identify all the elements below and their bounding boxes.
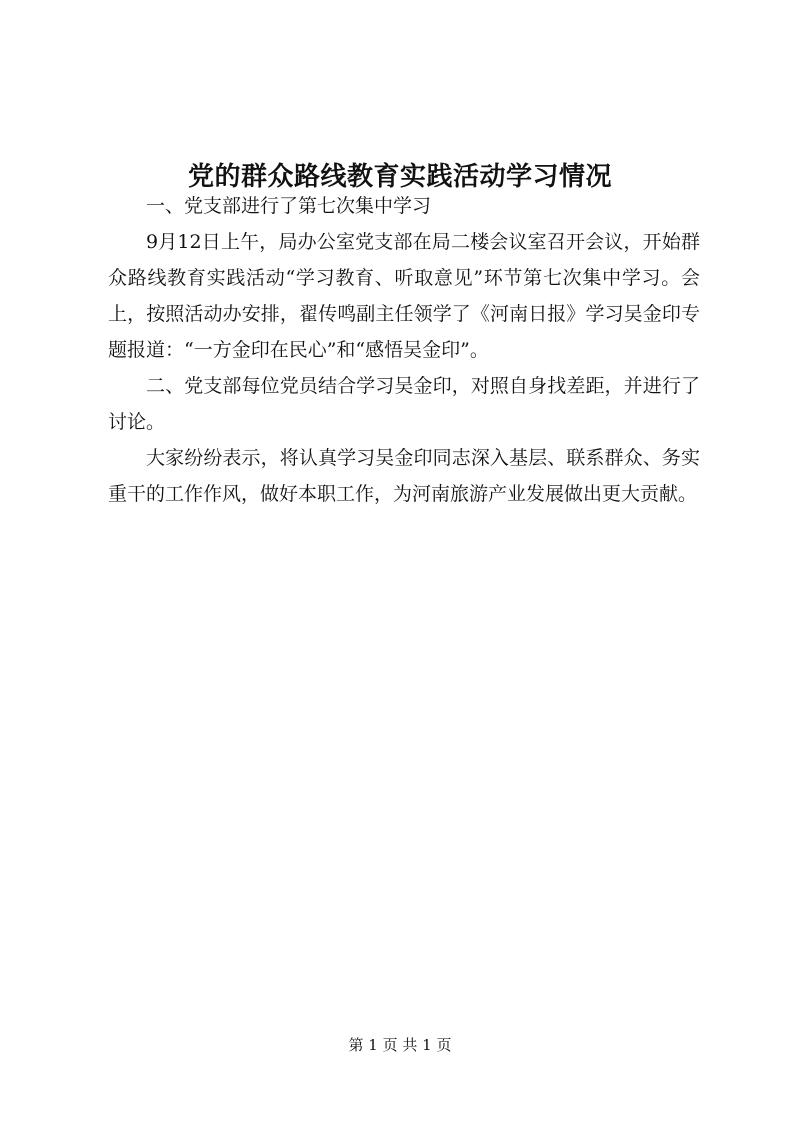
page-number-footer: 第 1 页 共 1 页 (348, 1036, 452, 1054)
paragraph-2: 9月12日上午，局办公室党支部在局二楼会议室召开会议，开始群众路线教育实践活动“学习教育、听取意见”环节第七次集中学习。会上，按照活动办安排，翟传鸣副主任领学了《河南日报》学习吴金印专题报道：“一方金印在民心”和“感悟吴金印”。 (108, 231, 700, 361)
paragraph-1: 一、党支部进行了第七次集中学习 (146, 195, 432, 217)
paragraph-4: 大家纷纷表示，将认真学习吴金印同志深入基层、联系群众、务实重干的工作作风，做好本职工作，为河南旅游产业发展做出更大贡献。 (108, 447, 700, 505)
paragraph-3: 二、党支部每位党员结合学习吴金印，对照自身找差距，并进行了讨论。 (108, 375, 700, 433)
document-body (108, 188, 700, 512)
document-title: 党的群众路线教育实践活动学习情况 (187, 162, 612, 193)
